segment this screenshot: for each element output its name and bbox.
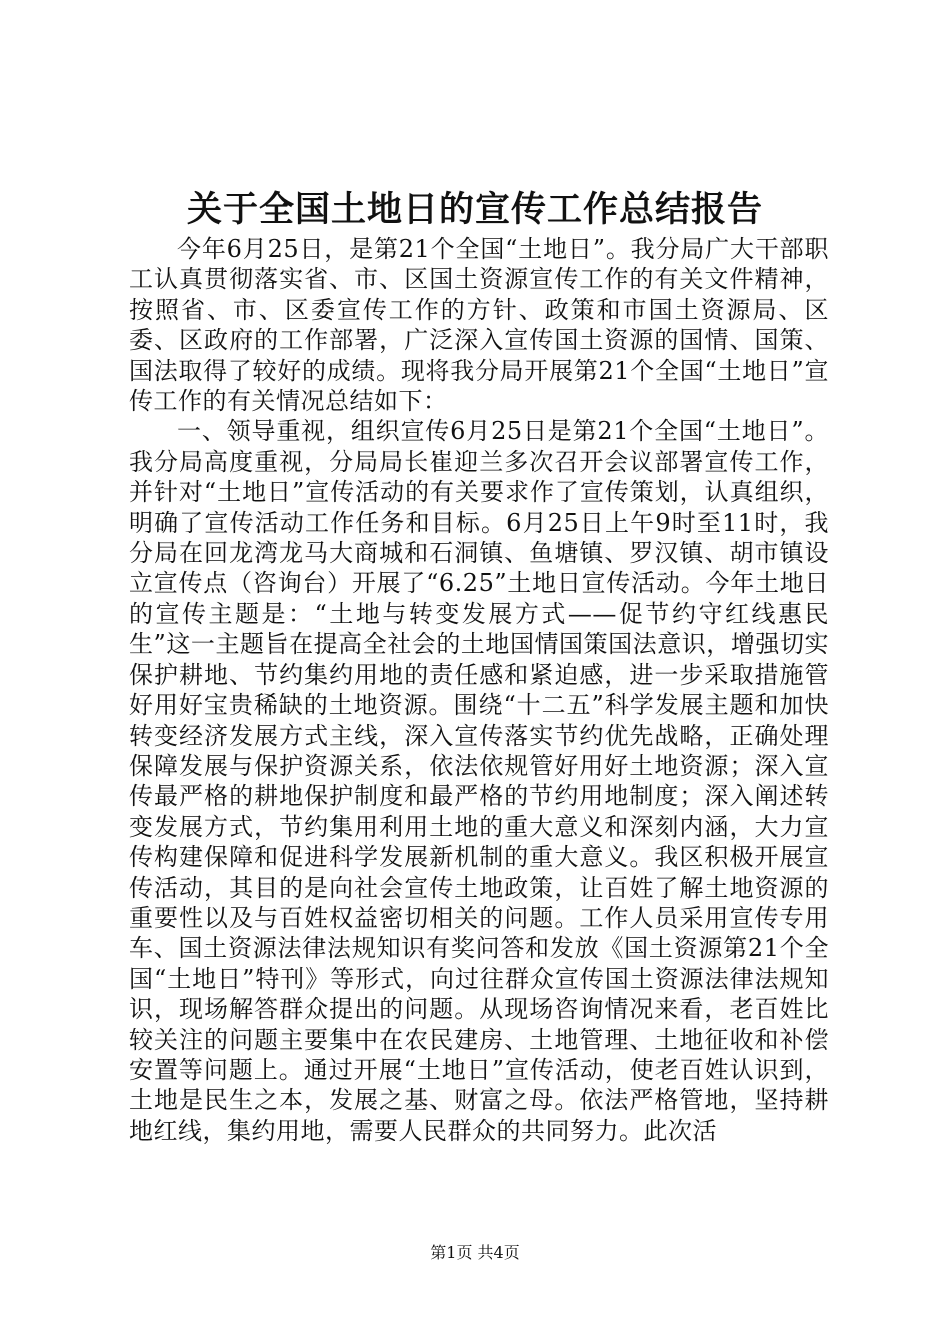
paragraph-section-1: 一、领导重视，组织宣传6月25日是第21个全国“土地日”。我分局高度重视，分局局长崔迎兰多次召开会议部署宣传工作，并针对“土地日”宣传活动的有关要求作了宣传策划，认真组织，明确了宣传活动工作任务和目标。6月25日上午9时至11时，我分局在回龙湾龙马大商城和石洞镇、鱼塘镇、罗汉镇、胡市镇设立宣传点（咨询台）开展了“6.25”土地日宣传活动。今年土地日的宣传主题是：“土地与转变发展方式——促节约守红线惠民生”这一主题旨在提高全社会的土地国情国策国法意识，增强切实保护耕地、节约集约用地的责任感和紧迫感，进一步采取措施管好用好宝贵稀缺的土地资源。围绕“十二五”科学发展主题和加快转变经济发展方式主线，深入宣传落实节约优先战略，正确处理保障发展与保护资源关系，依法依规管好用好土地资源；深入宣传最严格的耕地保护制度和最严格的节约用地制度；深入阐述转变发展方式，节约集用利用土地的重大意义和深刻内涵，大力宣传构建保障和促进科学发展新机制的重大意义。我区积极开展宣传活动，其目的是向社会宣传土地政策，让百姓了解土地资源的重要性以及与百姓权益密切相关的问题。工作人员采用宣传专用车、国土资源法律法规知识有奖问答和发放《国土资源第21个全国“土地日”特刊》等形式，向过往群众宣传国土资源法律法规知识，现场解答群众提出的问题。从现场咨询情况来看，老百姓比较关注的问题主要集中在农民建房、土地管理、土地征收和补偿安置等问题上。通过开展“土地日”宣传活动，使老百姓认识到，土地是民生之本，发展之基、财富之母。依法严格管地，坚持耕地红线，集约用地，需要人民群众的共同努力。此次活: [129, 417, 829, 1145]
document-body: [129, 234, 829, 1146]
document-title: 关于全国土地日的宣传工作总结报告: [186, 189, 763, 230]
page-number-footer: 第1页 共4页: [430, 1243, 520, 1262]
paragraph-intro: 今年6月25日，是第21个全国“土地日”。我分局广大干部职工认真贯彻落实省、市、区国土资源宣传工作的有关文件精神，按照省、市、区委宣传工作的方针、政策和市国土资源局、区委、区政府的工作部署，广泛深入宣传国土资源的国情、国策、国法取得了较好的成绩。现将我分局开展第21个全国“土地日”宣传工作的有关情况总结如下：: [129, 235, 829, 416]
